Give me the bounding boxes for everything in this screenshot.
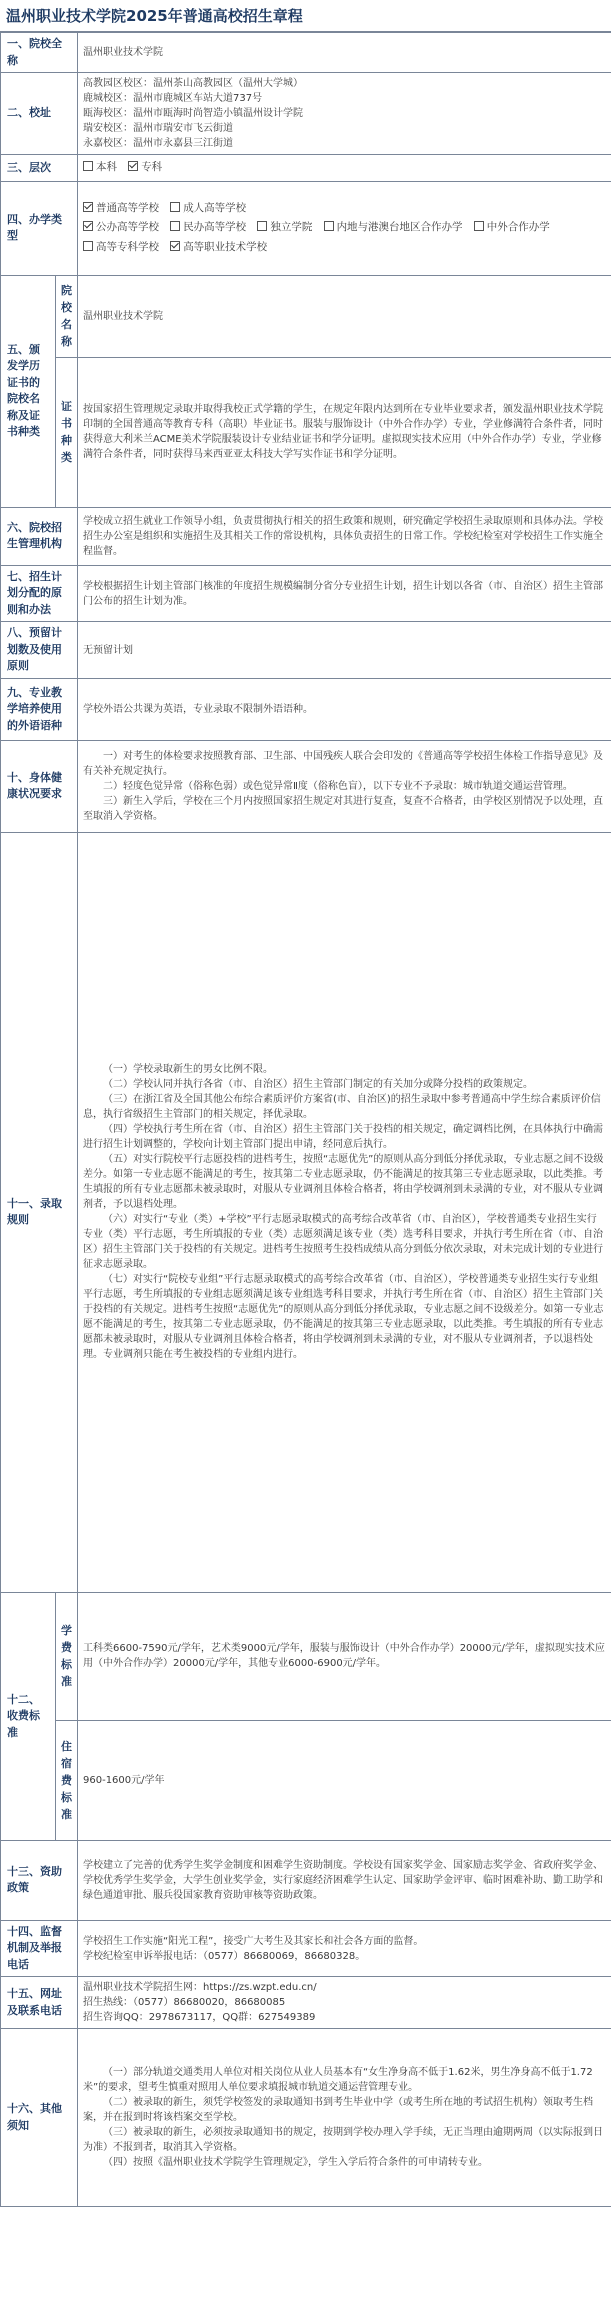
sub-label-accommodation: 住宿费标准 — [56, 1720, 78, 1840]
page-title: 温州职业技术学院2025年普通高校招生章程 — [0, 0, 611, 32]
row-supervision — [1, 1920, 611, 1977]
supervision-info — [78, 1920, 611, 1977]
health-paragraph: 三）新生入学后，学校在三个月内按照国家招生规定对其进行复查，复查不合格者，由学校区别情况予以处理，直至取消入学资格。 — [83, 795, 603, 822]
row-school-type — [1, 181, 611, 275]
label-diploma: 五、颁发学历证书的院校名称及证书种类 — [1, 275, 56, 507]
diploma-institution-value: 温州职业技术学院 — [78, 275, 611, 357]
address-line: 永嘉校区：温州市永嘉县三江街道 — [83, 138, 233, 149]
financial-aid-value: 学校建立了完善的优秀学生奖学金制度和困难学生资助制度。学校设有国家奖学金、国家励志奖学金、省政府奖学金、学校优秀学生奖学金，大学生创业奖学金，实行家庭经济困难学生认定、国家助学金评审、临时困难补助、勤工助学和绿色通道审批、服兵役国家教育资助审核等资助政策。 — [78, 1840, 611, 1920]
label-foreign-language: 九、专业教学培养使用的外语语种 — [1, 678, 78, 740]
health-requirements — [78, 740, 611, 832]
checkbox-icon — [83, 241, 93, 251]
school-type-option: 高等专科学校 — [83, 238, 159, 258]
label-level: 三、层次 — [1, 155, 78, 182]
rule-paragraph: （五）对实行院校平行志愿投档的进档考生，按照“志愿优先”的原则从高分到低分择优录取，专业志愿之间不设级差分。如第一专业志愿不能满足的考生，按其第二专业志愿录取，仍不能满足的按其第三专业志愿录取，以此类推。考生填报的所有专业志愿都未被录取时，对服从专业调剂且体检合格者，将由学校调剂到未录满的专业，对不服从专业调剂者，予以退档处理。 — [83, 1154, 604, 1211]
school-type-option: 中外合作办学 — [474, 218, 550, 238]
note-paragraph: （四）按照《温州职业技术学院学生管理规定》，学生入学后符合条件的可申请转专业。 — [103, 2157, 488, 2169]
row-plan-allocation — [1, 565, 611, 622]
address-line: 瓯海校区：温州市瓯海时尚智造小镇温州设计学院 — [83, 108, 303, 119]
certificate-type-value: 按国家招生管理规定录取并取得我校正式学籍的学生，在规定年限内达到所在专业毕业要求者，颁发温州职业技术学院印制的全国普通高等教育专科（高职）毕业证书。服装与服饰设计（中外合作办学）专业，学业修满符合条件者，同时获得意大利米兰ACME美术学院服装设计专业结业证书和学分证明。虚拟现实技术应用（中外合作办学）专业，学业修满符合条件者，同时获得马来西亚亚太科技大学写实作证书和学分证明。 — [78, 357, 611, 507]
label-admission-office: 六、院校招生管理机构 — [1, 507, 78, 565]
school-type-option: 高等职业技术学校 — [170, 238, 267, 258]
checkbox-icon — [83, 161, 93, 171]
school-type-option: 公办高等学校 — [83, 218, 159, 238]
label-supervision: 十四、监督机制及举报电话 — [1, 1920, 78, 1977]
level-option-junior-college: 专科 — [128, 158, 162, 178]
checkbox-icon — [83, 202, 93, 212]
label-contact: 十五、网址及联系电话 — [1, 1977, 78, 2029]
label-health: 十、身体健康状况要求 — [1, 740, 78, 832]
level-option-undergraduate: 本科 — [83, 158, 117, 178]
label-reserved-plan: 八、预留计划数及使用原则 — [1, 622, 78, 679]
label-fees: 十二、收费标准 — [1, 1592, 56, 1840]
row-financial-aid — [1, 1840, 611, 1920]
checkbox-icon — [170, 241, 180, 251]
school-type-row — [83, 199, 606, 219]
checkbox-icon — [170, 202, 180, 212]
sub-label-institution-name: 院校名称 — [56, 275, 78, 357]
health-paragraph: 一）对考生的体检要求按照教育部、卫生部、中国残疾人联合会印发的《普通高等学校招生体检工作指导意见》及有关补充规定执行。 — [83, 750, 603, 777]
foreign-language-value: 学校外语公共课为英语，专业录取不限制外语语种。 — [78, 678, 611, 740]
checkbox-icon — [83, 221, 93, 231]
level-options — [78, 155, 611, 182]
school-type-option: 普通高等学校 — [83, 199, 159, 219]
row-school-name — [1, 33, 611, 73]
address-list — [78, 73, 611, 155]
row-foreign-language — [1, 678, 611, 740]
row-health — [1, 740, 611, 832]
school-type-option: 民办高等学校 — [170, 218, 246, 238]
row-accommodation — [1, 1720, 611, 1840]
note-paragraph: （一）部分轨道交通类用人单位对相关岗位从业人员基本有“女生净身高不低于1.62米，男生净身高不低于1.72米”的要求，望考生慎重对照用人单位要求填报城市轨道交通运营管理专业。 — [83, 2067, 593, 2094]
row-tuition — [1, 1592, 611, 1720]
label-admission-rules: 十一、录取规则 — [1, 832, 78, 1592]
label-plan-allocation: 七、招生计划分配的原则和办法 — [1, 565, 78, 622]
label-school-name: 一、院校全称 — [1, 33, 78, 73]
row-diploma-institution — [1, 275, 611, 357]
other-notes — [78, 2029, 611, 2207]
sub-label-tuition: 学费标准 — [56, 1592, 78, 1720]
checkbox-icon — [324, 221, 334, 231]
health-paragraph: 二）轻度色觉异常（俗称色弱）或色觉异常Ⅱ度（俗称色盲），以下专业不予录取：城市轨道交通运营管理。 — [103, 780, 573, 792]
address-line: 鹿城校区：温州市鹿城区车站大道737号 — [83, 93, 263, 104]
supervision-line: 学校招生工作实施“阳光工程”，接受广大考生及其家长和社会各方面的监督。 — [83, 1935, 424, 1947]
rule-paragraph: （七）对实行“院校专业组”平行志愿录取模式的高考综合改革省（市、自治区），学校普通类专业招生实行专业组平行志愿，考生所填报的专业组志愿须满足该专业组选考科目要求，并执行考生所在省（市、自治区）招生主管部门关于投档的有关规定。进档考生按照“志愿优先”的原则从高分到低分择优录取，专业志愿之间不设级差分。如第一专业志愿不能满足的考生，按其第二专业志愿录取，仍不能满足的按其第三专业志愿录取，以此类推。考生填报的所有专业志愿都未被录取时，对服从专业调剂且体检合格者，将由学校调剂到未录满的专业，对不服从专业调剂者，予以退档处理。专业调剂只能在考生被投档的专业组内进行。 — [83, 1274, 604, 1361]
row-admission-rules — [1, 832, 611, 1592]
rule-paragraph: （三）在浙江省及全国其他公布综合素质评价方案省(市、自治区)的招生录取中参考普通高中学生综合素质评价信息，执行省级招生主管部门的相关规定，择优录取。 — [83, 1094, 601, 1121]
row-admission-office — [1, 507, 611, 565]
row-level — [1, 155, 611, 182]
school-type-row — [83, 218, 606, 238]
reserved-plan-value: 无预留计划 — [78, 622, 611, 679]
row-other-notes — [1, 2029, 611, 2207]
school-type-options — [78, 181, 611, 275]
rule-paragraph: （六）对实行“专业（类）+学校”平行志愿录取模式的高考综合改革省（市、自治区），学校普通类专业招生实行专业（类）平行志愿，考生所填报的专业（类）志愿须满足该专业（类）选考科目要求，并执行考生所在省（市、自治区）招生主管部门关于投档的有关规定。进档考生按照考生投档成绩从高分到低分依次录取，对未完成计划的专业进行征求志愿录取。 — [83, 1214, 603, 1271]
rule-paragraph: （四）学校执行考生所在省（市、自治区）招生主管部门关于投档的相关规定，确定调档比例，在具体执行中确需进行招生计划调整的，学校向计划主管部门提出申请，经同意后执行。 — [83, 1124, 603, 1151]
label-other-notes: 十六、其他须知 — [1, 2029, 78, 2207]
label-address: 二、校址 — [1, 73, 78, 155]
address-line: 高教园区校区：温州茶山高教园区（温州大学城） — [83, 78, 303, 89]
label-school-type: 四、办学类型 — [1, 181, 78, 275]
contact-info — [78, 1977, 611, 2029]
school-type-option: 内地与港澳台地区合作办学 — [324, 218, 463, 238]
note-paragraph: （二）被录取的新生，须凭学校签发的录取通知书到考生毕业中学（或考生所在地的考试招生机构）领取考生档案，并在报到时将该档案交至学校。 — [83, 2097, 593, 2124]
address-line: 瑞安校区：温州市瑞安市飞云街道 — [83, 123, 233, 134]
school-type-option: 成人高等学校 — [170, 199, 246, 219]
checkbox-icon — [128, 161, 138, 171]
admission-rules — [78, 832, 611, 1592]
admission-website-link[interactable]: 温州职业技术学院招生网：https://zs.wzpt.edu.cn/ — [83, 1982, 317, 1994]
admission-office-value: 学校成立招生就业工作领导小组，负责贯彻执行相关的招生政策和规则，研究确定学校招生录取原则和具体办法。学校招生办公室是组织和实施招生及其相关工作的常设机构，具体负责招生的日常工作。学校纪检室对学校招生工作实施全程监督。 — [78, 507, 611, 565]
tuition-value: 工科类6600-7590元/学年，艺术类9000元/学年，服装与服饰设计（中外合作办学）20000元/学年，虚拟现实技术应用（中外合作办学）20000元/学年，其他专业6000-6900元/学年。 — [78, 1592, 611, 1720]
checkbox-icon — [257, 221, 267, 231]
checkbox-icon — [170, 221, 180, 231]
admission-hotline: 招生热线：（0577）86680020，86680085 — [83, 1997, 286, 2009]
complaint-phone: 学校纪检室申诉举报电话：（0577）86680069，86680328。 — [83, 1950, 366, 1962]
row-contact — [1, 1977, 611, 2029]
school-type-option: 独立学院 — [257, 218, 312, 238]
accommodation-value: 960-1600元/学年 — [78, 1720, 611, 1840]
admission-qq: 招生咨询QQ：2978673117，QQ群：627549389 — [83, 2012, 316, 2024]
plan-allocation-value: 学校根据招生计划主管部门核准的年度招生规模编制分省分专业招生计划，招生计划以各省（市、自治区）招生主管部门公布的招生计划为准。 — [78, 565, 611, 622]
note-paragraph: （三）被录取的新生，必须按录取通知书的规定，按期到学校办理入学手续，无正当理由逾期两周（以实际报到日为准）不报到者，取消其入学资格。 — [83, 2127, 603, 2154]
row-address — [1, 73, 611, 155]
rule-paragraph: （二）学校认同并执行各省（市、自治区）招生主管部门制定的有关加分或降分投档的政策规定。 — [103, 1079, 533, 1091]
row-diploma-certificate — [1, 357, 611, 507]
row-reserved-plan — [1, 622, 611, 679]
school-type-row — [83, 238, 606, 258]
checkbox-icon — [474, 221, 484, 231]
school-name-value: 温州职业技术学院 — [78, 33, 611, 73]
charter-table — [0, 32, 611, 2207]
rule-paragraph: （一）学校录取新生的男女比例不限。 — [103, 1064, 273, 1076]
label-financial-aid: 十三、资助政策 — [1, 1840, 78, 1920]
sub-label-certificate-type: 证书种类 — [56, 357, 78, 507]
